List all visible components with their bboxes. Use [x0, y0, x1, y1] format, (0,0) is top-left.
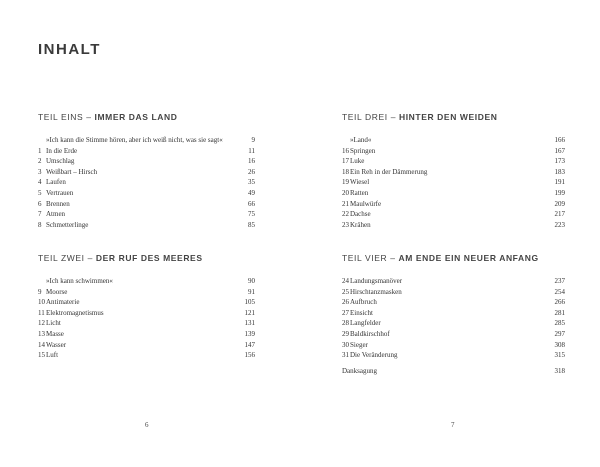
toc-entry [38, 308, 255, 319]
chapter-number: 13 [38, 329, 45, 338]
section-heading [342, 112, 565, 122]
toc-entry [38, 209, 255, 220]
page-number: 199 [554, 188, 565, 197]
chapter-title: Brennen [46, 199, 70, 208]
page-number: 9 [251, 136, 255, 144]
chapter-title: Luft [46, 351, 59, 360]
chapter-title: Langfelder [350, 319, 381, 328]
chapter-number: 4 [38, 178, 42, 187]
chapter-title: Wasser [46, 340, 67, 349]
toc-entry [38, 167, 255, 178]
chapter-title: »Land« [350, 136, 372, 144]
page-number: 91 [248, 287, 255, 296]
chapter-number: 1 [38, 146, 42, 155]
chapter-title: Einsicht [350, 308, 373, 317]
chapter-number: 22 [342, 210, 349, 219]
toc-section-teil-eins [38, 112, 255, 230]
chapter-number: 21 [342, 199, 349, 208]
acknowledgements-entry [342, 366, 565, 377]
chapter-title: Ein Reh in der Dämmerung [350, 167, 428, 176]
toc-entry [38, 318, 255, 329]
chapter-number: 31 [342, 351, 349, 360]
toc-entry [342, 177, 565, 188]
page-title: INHALT [38, 41, 101, 58]
section-subtitle: IMMER DAS LAND [94, 112, 178, 122]
page-number: 156 [244, 351, 255, 360]
toc-entry-list [342, 135, 565, 230]
page-number: 26 [248, 167, 255, 176]
toc-entry [342, 156, 565, 167]
toc-entry [342, 220, 565, 231]
page-number: 139 [244, 329, 255, 338]
toc-section-teil-zwei [38, 253, 255, 361]
chapter-number: 28 [342, 319, 349, 328]
toc-entry [342, 146, 565, 157]
chapter-number: 30 [342, 340, 349, 349]
chapter-number: 11 [38, 308, 45, 317]
page-number-right: 7 [451, 421, 455, 429]
chapter-title: Masse [46, 329, 64, 338]
chapter-title: »Ich kann die Stimme hören, aber ich weiß nicht, was sie sagt« [46, 136, 223, 144]
page-number: 281 [554, 308, 565, 317]
toc-entry-list [342, 276, 565, 361]
chapter-number: 25 [342, 287, 349, 296]
page-number: 297 [554, 329, 565, 338]
chapter-title: Landungsmanöver [350, 277, 403, 285]
toc-entry [38, 188, 255, 199]
page-number: 66 [248, 199, 255, 208]
chapter-number: 3 [38, 167, 42, 176]
page-number: 16 [248, 157, 255, 166]
section-heading [38, 112, 255, 122]
section-subtitle: DER RUF DES MEERES [95, 253, 203, 263]
chapter-number: 5 [38, 188, 42, 197]
section-heading [38, 253, 255, 263]
chapter-title: Vertrauen [46, 188, 74, 197]
chapter-title: »Ich kann schwimmen« [46, 277, 113, 285]
chapter-number: 9 [38, 287, 42, 296]
toc-entry [342, 276, 565, 287]
page-number: 11 [248, 146, 255, 155]
toc-entry [38, 350, 255, 361]
toc-entry [38, 340, 255, 351]
section-dash: – [390, 112, 399, 122]
toc-entry-prologue [38, 276, 255, 287]
section-part-label: TEIL EINS [38, 112, 84, 122]
page-number: 209 [554, 199, 565, 208]
toc-entry-prologue [342, 135, 565, 146]
chapter-title: Antimaterie [46, 298, 80, 307]
chapter-title: Umschlag [46, 157, 75, 166]
chapter-number: 10 [38, 298, 45, 307]
chapter-title: Ratten [350, 188, 369, 197]
toc-entry [342, 308, 565, 319]
page-number: 105 [244, 298, 255, 307]
chapter-title: Aufbruch [350, 298, 377, 307]
toc-entry [342, 287, 565, 298]
acknowledgements-page: 318 [554, 367, 565, 375]
chapter-number: 7 [38, 210, 42, 219]
page-number: 121 [244, 308, 255, 317]
chapter-title: Maulwürfe [350, 199, 382, 208]
page-number: 35 [248, 178, 255, 187]
page-number: 131 [244, 319, 255, 328]
page-number-left: 6 [145, 421, 149, 429]
page-number: 147 [244, 340, 255, 349]
toc-section-teil-drei [342, 112, 565, 230]
toc-entry [38, 220, 255, 231]
toc-entry [38, 199, 255, 210]
section-subtitle: HINTER DEN WEIDEN [398, 112, 498, 122]
toc-entry [342, 329, 565, 340]
toc-entry [342, 350, 565, 361]
page-number: 266 [554, 298, 565, 307]
chapter-title: Dachse [350, 210, 371, 219]
chapter-number: 15 [38, 351, 45, 360]
section-part-label: TEIL ZWEI [38, 253, 85, 263]
chapter-title: Baldkirschhof [350, 329, 390, 338]
page-number: 223 [554, 220, 565, 229]
page-number: 217 [554, 210, 565, 219]
section-subtitle: AM ENDE EIN NEUER ANFANG [398, 253, 539, 263]
page-number: 308 [554, 340, 565, 349]
chapter-number: 27 [342, 308, 349, 317]
chapter-number: 6 [38, 199, 42, 208]
chapter-title: Springen [350, 146, 376, 155]
chapter-title: In die Erde [46, 146, 78, 155]
toc-section-teil-vier [342, 253, 565, 361]
toc-entry [342, 199, 565, 210]
chapter-number: 2 [38, 157, 42, 166]
toc-entry-prologue [38, 135, 255, 146]
section-dash: – [390, 253, 399, 263]
chapter-title: Weißbart – Hirsch [46, 167, 98, 176]
toc-entry [38, 156, 255, 167]
page-number: 315 [554, 351, 565, 360]
chapter-title: Elektromagnetismus [46, 308, 104, 317]
chapter-number: 12 [38, 319, 45, 328]
toc-entry [38, 297, 255, 308]
section-dash: – [87, 253, 96, 263]
chapter-number: 16 [342, 146, 349, 155]
page-number: 85 [248, 220, 255, 229]
toc-entry [342, 318, 565, 329]
chapter-title: Moorse [46, 287, 68, 296]
chapter-number: 24 [342, 277, 349, 285]
section-part-label: TEIL DREI [342, 112, 388, 122]
chapter-title: Laufen [46, 178, 66, 187]
chapter-title: Sieger [350, 340, 368, 349]
chapter-number: 8 [38, 220, 42, 229]
section-part-label: TEIL VIER [342, 253, 388, 263]
page-number: 183 [554, 167, 565, 176]
toc-entry [342, 167, 565, 178]
toc-entry [38, 177, 255, 188]
acknowledgements-title: Danksagung [342, 367, 377, 375]
toc-entry [342, 340, 565, 351]
chapter-title: Licht [46, 319, 61, 328]
toc-entry-list [38, 135, 255, 230]
chapter-title: Wiesel [350, 178, 370, 187]
chapter-number: 20 [342, 188, 349, 197]
toc-entry [342, 188, 565, 199]
page-number: 191 [554, 178, 565, 187]
page-number: 237 [554, 277, 565, 285]
page-number: 254 [554, 287, 565, 296]
section-heading [342, 253, 565, 263]
page-number: 173 [554, 157, 565, 166]
toc-entry [342, 209, 565, 220]
section-dash: – [86, 112, 95, 122]
page-number: 90 [248, 277, 255, 285]
chapter-title: Luke [350, 157, 365, 166]
page-number: 285 [554, 319, 565, 328]
chapter-title: Krähen [350, 220, 371, 229]
chapter-title: Die Veränderung [350, 351, 398, 360]
chapter-title: Schmetterlinge [46, 220, 89, 229]
toc-entry [342, 297, 565, 308]
chapter-number: 14 [38, 340, 45, 349]
toc-entry [38, 329, 255, 340]
chapter-title: Hirschtanzmasken [350, 287, 402, 296]
page-number: 75 [248, 210, 255, 219]
chapter-number: 17 [342, 157, 349, 166]
chapter-number: 19 [342, 178, 349, 187]
chapter-title: Atmen [46, 210, 66, 219]
toc-entry [38, 287, 255, 298]
page-number: 49 [248, 188, 255, 197]
chapter-number: 26 [342, 298, 349, 307]
page-number: 166 [554, 136, 565, 144]
toc-entry [38, 146, 255, 157]
chapter-number: 29 [342, 329, 349, 338]
chapter-number: 23 [342, 220, 349, 229]
page-number: 167 [554, 146, 565, 155]
chapter-number: 18 [342, 167, 349, 176]
toc-entry-list [38, 276, 255, 361]
